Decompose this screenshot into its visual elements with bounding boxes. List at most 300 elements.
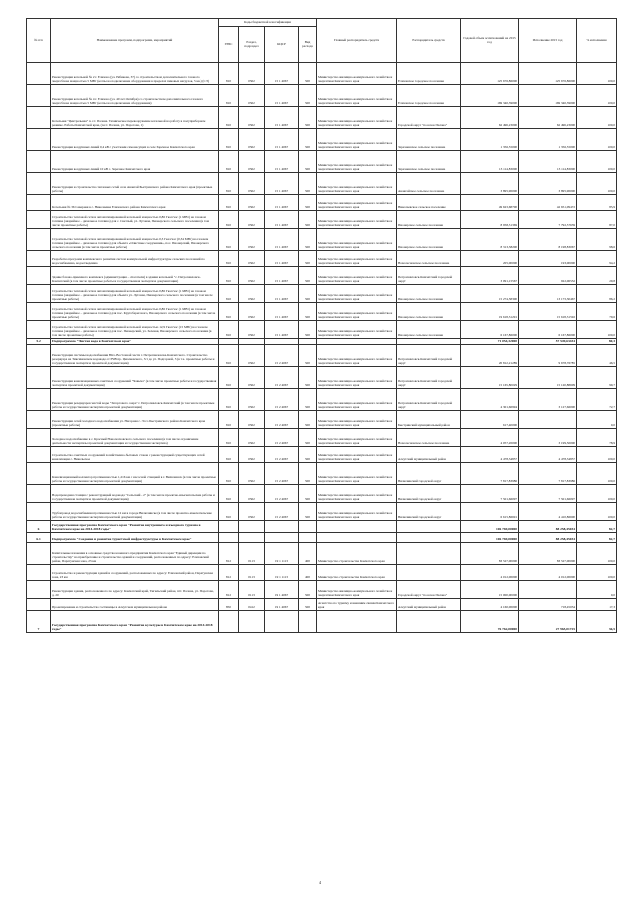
row-ksr: 19 1 1113 [265,565,299,581]
col-num: № п/п [27,19,51,63]
row-grbs: 810 [219,429,239,447]
row-main-manager: Министерство жилищно-коммунального хозяйства и энергетики Камчатского края [317,503,397,521]
table-row [27,85,617,107]
row-razdel: 0502 [239,503,265,521]
row-num [27,503,51,521]
row-pct: 87,0 [577,211,617,229]
row-pct: 94,2 [577,251,617,267]
row-grbs: 810 [219,303,239,321]
row-ksr: 15 1 4067 [265,151,299,173]
row-num [27,251,51,267]
page-number: 4 [319,880,321,885]
row-recipient: Петропавловск-Камчатский городской округ [397,345,461,367]
row-num [27,485,51,503]
row-grbs: 810 [219,195,239,211]
row-num [27,211,51,229]
row-name: Проектирование и строительство гостиницы в Алеутском муниципальном районе [51,599,219,611]
row-grbs: 810 [219,447,239,463]
row-pct: 99,7 [577,367,617,389]
table-row [27,107,617,129]
row-razdel: 0502 [239,345,265,367]
row-grbs: 810 [219,411,239,429]
row-exec: 1 356,55000 [519,129,577,151]
row-recipient: Петропавловск-Камчатский городской округ [397,267,461,285]
row-ksr: 15 1 4067 [265,85,299,107]
row-main-manager: Министерство жилищно-коммунального хозяйства и энергетики Камчатского края [317,389,397,411]
table-row [27,251,617,267]
row-grbs: 810 [219,367,239,389]
row-ksr: 15 1 4067 [265,173,299,195]
row-razdel: 0502 [239,321,265,339]
row-vid: 500 [299,173,317,195]
row-pct: 100,0 [577,173,617,195]
row-ksr: 15 1 4067 [265,267,299,285]
row-main-manager: Министерство жилищно-коммунального хозяйства и энергетики Камчатского края [317,63,397,85]
row-exec: 4 012,00000 [519,565,577,581]
row-annual: 205,00000 [461,251,519,267]
row-name: Реконструкция здания, расположенного по адресу: Камчатский край, Тигильский район, пгт. Палана, ул. Поротова, д. 20 [51,581,219,599]
row-ksr [265,611,299,633]
row-annual: 169 340,39000 [461,85,519,107]
row-num [27,599,51,611]
row-num [27,303,51,321]
row-vid: 500 [299,285,317,303]
row-razdel: 0502 [239,389,265,411]
table-row [27,411,617,429]
row-name: Холодное водоснабжение в с. Красный Новолесновского сельского поселения (в том числе ограничение деятельности экспертизы проектной документации и государственная экспертиза) [51,429,219,447]
row-name: Строительство тепловой сети и автоматизированной котельной мощностью 0,86 Гкал/час (1 МВт) на газовом топливе (аварийное – дизельное топливо) для с. Светлый, ул. Луговая, Пионерского сельского поселения (в том числе проектные работы) [51,211,219,229]
row-main-manager [317,611,397,633]
row-pct: 82,7 [577,533,617,543]
row-exec: 27 965,01725 [519,611,577,633]
row-annual: 7 501,66097 [461,485,519,503]
row-ksr: 15 1 4067 [265,211,299,229]
row-razdel: 0502 [239,229,265,251]
row-vid: 500 [299,345,317,367]
row-main-manager: Министерство жилищно-коммунального хозяйства и энергетики Камчатского края [317,107,397,129]
row-main-manager: Министерство жилищно-коммунального хозяйства и энергетики Камчатского края [317,581,397,599]
row-name: Реконструкция резервуаров чистой воды "Заторгового озера" г. Петропавловск-Камчатский (в том числе проектные работы и государственная экспертиза проектной документации) [51,389,219,411]
row-annual: 1 356,55000 [461,129,519,151]
row-pct: 100,0 [577,447,617,463]
row-name: Государственная программа Камчатского края "Развитие культуры в Камчатском крае на 2014-2018 годы" [51,611,219,633]
row-annual: 8 313,38200 [461,229,519,251]
row-exec: 8 198,83067 [519,229,577,251]
row-name: Реконструкция котельной № 4 г. Елизово (ул. 40 лет Октября) со строительством дополнительного газового энергоблока мощностью 5 МВт (котлы на подключение оборудования) [51,85,219,107]
row-num [27,267,51,285]
row-ksr: 15 1 4067 [265,251,299,267]
row-exec: 169 340,39000 [519,85,577,107]
row-recipient: Городской округ "поселок Палана" [397,107,461,129]
row-num [27,411,51,429]
row-main-manager: Министерство жилищно-коммунального хозяйства и энергетики Камчатского края [317,429,397,447]
row-vid: 500 [299,267,317,285]
row-exec: 83 527,00000 [519,543,577,565]
table-row [27,151,617,173]
row-annual: 7 817,83986 [461,463,519,485]
table-row [27,447,617,463]
row-razdel [239,521,265,533]
row-main-manager: Министерство жилищно-коммунального хозяйства и энергетики Камчатского края [317,411,397,429]
row-recipient: Елизовское городское поселение [397,63,461,85]
row-grbs: 810 [219,251,239,267]
row-ksr: 15 2 4067 [265,411,299,429]
row-main-manager: Агентство по туризму и внешним связям Камчатского края [317,599,397,611]
row-exec: 3 127,66000 [519,389,577,411]
row-exec: 62 496,23000 [519,107,577,129]
row-name: Трубопровод водоснабжения протяженностью 12 км в городе Вилючинске (в том числе проектно-изыскательские работы и государственная экспертиза проектной документации) [51,503,219,521]
row-exec: 42 651,09472 [519,195,577,211]
row-pct: 100,0 [577,321,617,339]
row-pct: 46,5 [577,345,617,367]
row-recipient: Новолесновское сельское поселение [397,251,461,267]
row-razdel: 0502 [239,447,265,463]
row-ksr: 19 1 4067 [265,599,299,611]
row-razdel: 0502 [239,303,265,321]
row-main-manager: Министерство жилищно-коммунального хозяйства и энергетики Камчатского края [317,345,397,367]
row-pct: 85,9 [577,195,617,211]
row-recipient: Заречненское сельское поселение [397,129,461,151]
row-ksr: 15 2 4067 [265,389,299,411]
row-pct: 0,0 [577,581,617,599]
row-name: Здание базово-приемного комплекса (администрация – спасатели) в здании котельной "с. Петропавловск-Камчатский (в том числе проектные работы и государственная экспертиза документации) [51,267,219,285]
row-pct: 100,0 [577,107,617,129]
row-annual: 4 301,60994 [461,389,519,411]
row-num [27,229,51,251]
row-pct: 100,0 [577,151,617,173]
row-razdel: 0502 [239,429,265,447]
table-row [27,195,617,211]
row-razdel: 0502 [239,485,265,503]
row-razdel: 0502 [239,129,265,151]
row-razdel: 0502 [239,107,265,129]
row-recipient [397,611,461,633]
row-recipient: Новолесновское сельское поселение [397,429,461,447]
row-num: 6.1 [27,533,51,543]
row-num [27,173,51,195]
row-vid [299,611,317,633]
row-vid: 500 [299,251,317,267]
row-grbs [219,611,239,633]
table-row-section [27,611,617,633]
row-pct: 100,0 [577,129,617,151]
row-main-manager: Министерство жилищно-коммунального хозяйства и энергетики Камчатского края [317,267,397,285]
row-exec: 57 549,63434 [519,339,577,345]
row-recipient: Алеутский муниципальный район [397,447,461,463]
row-razdel: 0502 [239,195,265,211]
row-exec: 9 678,76785 [519,345,577,367]
row-num [27,129,51,151]
row-num: 7 [27,611,51,633]
row-grbs: 810 [219,107,239,129]
row-exec: 718,45034 [519,599,577,611]
row-recipient: Вилючинский городской округ [397,463,461,485]
row-num [27,345,51,367]
row-vid: 500 [299,63,317,85]
row-name: Государственная программа Камчатского края "Развитие внутреннего и въездного туризма в Камчатском крае на 2014-2018 годы" [51,521,219,533]
col-annual: Годовой объем ассигнований на 2015 год [461,19,519,63]
row-grbs: 810 [219,463,239,485]
row-annual: 15 000,00000 [461,581,519,599]
row-exec: 4 410,86600 [519,503,577,521]
row-annual: 13 114,83000 [461,151,519,173]
row-vid: 500 [299,303,317,321]
row-razdel: 0502 [239,463,265,485]
row-pct: 100,0 [577,565,617,581]
row-main-manager: Министерство жилищно-коммунального хозяйства и энергетики Камчатского края [317,485,397,503]
row-vid: 500 [299,485,317,503]
row-recipient: Пионерское сельское поселение [397,285,461,303]
row-annual: 83 527,00000 [461,543,519,565]
row-pct: 86,2 [577,285,617,303]
row-pct: 80,3 [577,339,617,345]
row-num [27,321,51,339]
row-vid: 500 [299,195,317,211]
row-main-manager: Министерство жилищно-коммунального хозяйства и энергетики Камчатского края [317,173,397,195]
row-pct: 29,8 [577,267,617,285]
row-num [27,367,51,389]
row-recipient: Петропавловск-Камчатский городской округ [397,367,461,389]
row-exec [519,411,577,429]
row-ksr: 15 1 4067 [265,63,299,85]
row-vid: 500 [299,151,317,173]
table-row [27,63,617,85]
row-vid [299,533,317,543]
row-ksr: 15 1 4067 [265,129,299,151]
row-main-manager: Министерство жилищно-коммунального хозяйства и энергетики Камчатского края [317,303,397,321]
row-pct: 100,0 [577,485,617,503]
table-row [27,321,617,339]
row-annual: 71 054,32000 [461,339,519,345]
row-ksr: 15 1 4067 [265,321,299,339]
row-main-manager: Министерство жилищно-коммунального хозяйства и энергетики Камчатского края [317,211,397,229]
row-recipient: Пионерское сельское поселение [397,229,461,251]
row-recipient: Пионерское сельское поселение [397,303,461,321]
row-recipient [397,533,461,543]
row-vid: 500 [299,107,317,129]
table-row [27,345,617,367]
row-vid: 500 [299,447,317,463]
row-pct: 72,7 [577,389,617,411]
row-vid: 500 [299,463,317,485]
row-recipient [397,543,461,565]
row-num [27,581,51,599]
row-pct: 100,0 [577,503,617,521]
row-vid: 500 [299,367,317,389]
row-exec: 6 167,86000 [519,321,577,339]
row-main-manager: Министерство жилищно-коммунального хозяйства и энергетики Камчатского края [317,129,397,151]
row-annual: 617,40000 [461,411,519,429]
row-exec: 7 792,57639 [519,211,577,229]
row-annual: 3 895,90000 [461,173,519,195]
row-grbs: 810 [219,321,239,339]
row-name: Строительство тепловой сети и автоматизированной котельной мощностью 0,3 Гкал/час (0,34 МВт) на газовом топливе (аварийное – дизельное топливо) для объекта «Очистные сооружения», пос. Пионерский, Пионерского сельского поселения (в том числе проектные работы) [51,229,219,251]
row-razdel [239,611,265,633]
row-recipient: Городской округ "поселок Палана" [397,581,461,599]
row-ksr: 15 1 4067 [265,303,299,321]
row-vid: 400 [299,565,317,581]
row-vid: 500 [299,581,317,599]
row-annual: 4 160,00000 [461,599,519,611]
row-exec: 88 258,45034 [519,521,577,533]
row-exec: 13 114,83000 [519,151,577,173]
row-annual: 62 496,23000 [461,107,519,129]
row-name: Строительство и реконструкция зданий и сооружений, расположенных по адресу: Елизовский район, Паратунская зона, 23 км [51,565,219,581]
row-annual: 125 676,86000 [461,63,519,85]
row-razdel: 0412 [239,599,265,611]
row-name: Реконструкция воздушных линий 10 кВ с. Заречное Камчатского края [51,151,219,173]
table-row [27,389,617,411]
row-vid: 500 [299,389,317,411]
row-vid: 500 [299,211,317,229]
row-main-manager: Министерство жилищно-коммунального хозяйства и энергетики Камчатского края [317,447,397,463]
row-razdel: 0502 [239,173,265,195]
row-main-manager: Министерство жилищно-коммунального хозяйства и энергетики Камчатского края [317,321,397,339]
row-vid: 500 [299,85,317,107]
row-ksr: 15 2 4067 [265,463,299,485]
row-recipient: Пионерское сельское поселение [397,321,461,339]
row-recipient: Елизовское городское поселение [397,85,461,107]
row-name: Строительство тепловой сети и автоматизированной котельной мощностью 0,86 Гкал/час (1 МВт) на газовом топливе (аварийное – дизельное топливо) для объекта ул. Луговая, Пионерского сельского поселения (в том числе проектные работы) [51,285,219,303]
row-num [27,447,51,463]
row-razdel: 0502 [239,411,265,429]
row-name: Подпрограмма "Чистая вода в Камчатском крае" [51,339,219,345]
row-name: Реконструкция системы водоснабжения Юго-Восточной части г. Петропавловска-Камчатского. Строительство резервуара на Тиксимовском водоводе от РЧВ пр. Циолковского, 3/1 до ул. Подгорной, 3 (в т.ч. проектные работы и государственная экспертиза проектной документации) [51,345,219,367]
row-main-manager: Министерство жилищно-коммунального хозяйства и энергетики Камчатского края [317,229,397,251]
row-exec: 88 258,45034 [519,533,577,543]
row-grbs: 810 [219,267,239,285]
row-pct: 82,7 [577,521,617,533]
row-vid: 500 [299,321,317,339]
table-row [27,565,617,581]
table-row-section [27,533,617,543]
row-grbs [219,533,239,543]
row-grbs: 810 [219,285,239,303]
row-recipient: Быстринский муниципальный район [397,411,461,429]
row-grbs: 812 [219,581,239,599]
row-vid: 400 [299,543,317,565]
row-name: Котельная "Центральная" п. г.т. Палана. Техническое перевооружение котельной на работу в полуприборном режиме. Работы Камчатской края, (п.г.т. Палана, ул. Поротова, 1) [51,107,219,129]
row-exec: 193,00000 [519,251,577,267]
row-ksr: 15 1 4067 [265,107,299,129]
row-grbs: 812 [219,565,239,581]
row-main-manager [317,533,397,543]
row-pct: 79,6 [577,303,617,321]
row-pct: 100,0 [577,463,617,485]
row-pct: 100,0 [577,85,617,107]
row-main-manager: Министерство жилищно-коммунального хозяйства и энергетики Камчатского края [317,151,397,173]
table-row [27,303,617,321]
row-recipient: Вилючинский городской округ [397,485,461,503]
row-exec: 4 478,34857 [519,447,577,463]
col-exec: Исполнение 2015 год [519,19,577,63]
row-pct: 36,5 [577,611,617,633]
row-ksr: 15 2 4067 [265,429,299,447]
row-ksr: 19 1 1113 [265,543,299,565]
row-pct: 78,9 [577,429,617,447]
row-main-manager [317,521,397,533]
row-main-manager: Министерство строительства Камчатского края [317,565,397,581]
row-annual: 15 165,80029 [461,367,519,389]
col-ksr: КЦСР [265,27,299,63]
row-name: Строительство тепловой сети и автоматизированной котельной мощностью 12,9 Гкал/час (15 МВт) на газовом топливе (аварийное – дизельное топливо) для пос. Пионерский, ул. Зеленая, Пионерского сельского поселения (в том числе проектные работы) [51,321,219,339]
row-name: Реконструкция воздушных линий 0,4 кВ с участками самонесущих в селе Заречное Камчатского края [51,129,219,151]
row-exec: 13 173,30467 [519,285,577,303]
col-grbs: ГРБС [219,27,239,63]
row-main-manager: Министерство жилищно-коммунального хозяйства и энергетики Камчатского края [317,285,397,303]
row-ksr: 19 1 4067 [265,581,299,599]
row-ksr: 15 2 4067 [265,503,299,521]
row-ksr: 15 2 4067 [265,367,299,389]
row-main-manager: Министерство жилищно-коммунального хозяйства и энергетики Камчатского края [317,195,397,211]
row-exec [519,581,577,599]
row-name: Котельная № 36 Северная в с. Николаевка Елизовского района Камчатского края [51,195,219,211]
row-num [27,389,51,411]
row-razdel: 0113 [239,543,265,565]
row-razdel: 0502 [239,367,265,389]
table-row [27,581,617,599]
row-num: 6 [27,521,51,533]
row-annual: 6 167,86000 [461,321,519,339]
row-recipient: Анавгайское сельское поселение [397,173,461,195]
row-name: Реконструкция сетей холодного водоснабжения ул. Нагорная с. Эссо Быстринского района Камчатского края (проектные работы) [51,411,219,429]
table-row [27,285,617,303]
table-row [27,267,617,285]
row-recipient [397,521,461,533]
row-vid: 500 [299,229,317,251]
row-ksr [265,521,299,533]
row-grbs: 810 [219,503,239,521]
row-annual: 20 812,21289 [461,345,519,367]
row-vid: 500 [299,599,317,611]
table-row [27,129,617,151]
row-annual: 6 615,86691 [461,503,519,521]
row-razdel: 0502 [239,85,265,107]
row-annual: 49 623,68700 [461,195,519,211]
col-vid: Вид расхода [299,27,317,63]
row-recipient: Заречненское сельское поселение [397,151,461,173]
row-num [27,85,51,107]
row-grbs: 810 [219,151,239,173]
row-pct: 17,3 [577,599,617,611]
table-row [27,463,617,485]
row-grbs: 810 [219,211,239,229]
row-num [27,463,51,485]
row-num [27,429,51,447]
table-row [27,173,617,195]
row-grbs: 810 [219,85,239,107]
row-main-manager: Министерство жилищно-коммунального хозяйства и энергетики Камчатского края [317,463,397,485]
row-exec: 125 676,86000 [519,63,577,85]
row-ksr: 15 1 4067 [265,229,299,251]
row-exec: 7 501,66097 [519,485,577,503]
row-annual: 15 274,58300 [461,285,519,303]
row-main-manager: Министерство строительства Камчатского края [317,543,397,565]
row-pct: 100,0 [577,63,617,85]
row-name: Капитальные вложения в основные средства казенного предприятия Камчатского края "Единый дирекции по строительству" на приобретение и строительство зданий и сооружений, расположенных по адресу: Елизовский район, Паратунская зона, 23 км [51,543,219,565]
row-vid: 500 [299,429,317,447]
row-recipient [397,565,461,581]
row-main-manager: Министерство жилищно-коммунального хозяйства и энергетики Камчатского края [317,251,397,267]
table-row [27,229,617,251]
row-annual: 4 057,20000 [461,429,519,447]
row-recipient: Николаевское сельское поселение [397,195,461,211]
row-grbs: 810 [219,229,239,251]
row-razdel: 0502 [239,285,265,303]
row-num [27,565,51,581]
table-row [27,543,617,565]
table-row-section [27,521,617,533]
